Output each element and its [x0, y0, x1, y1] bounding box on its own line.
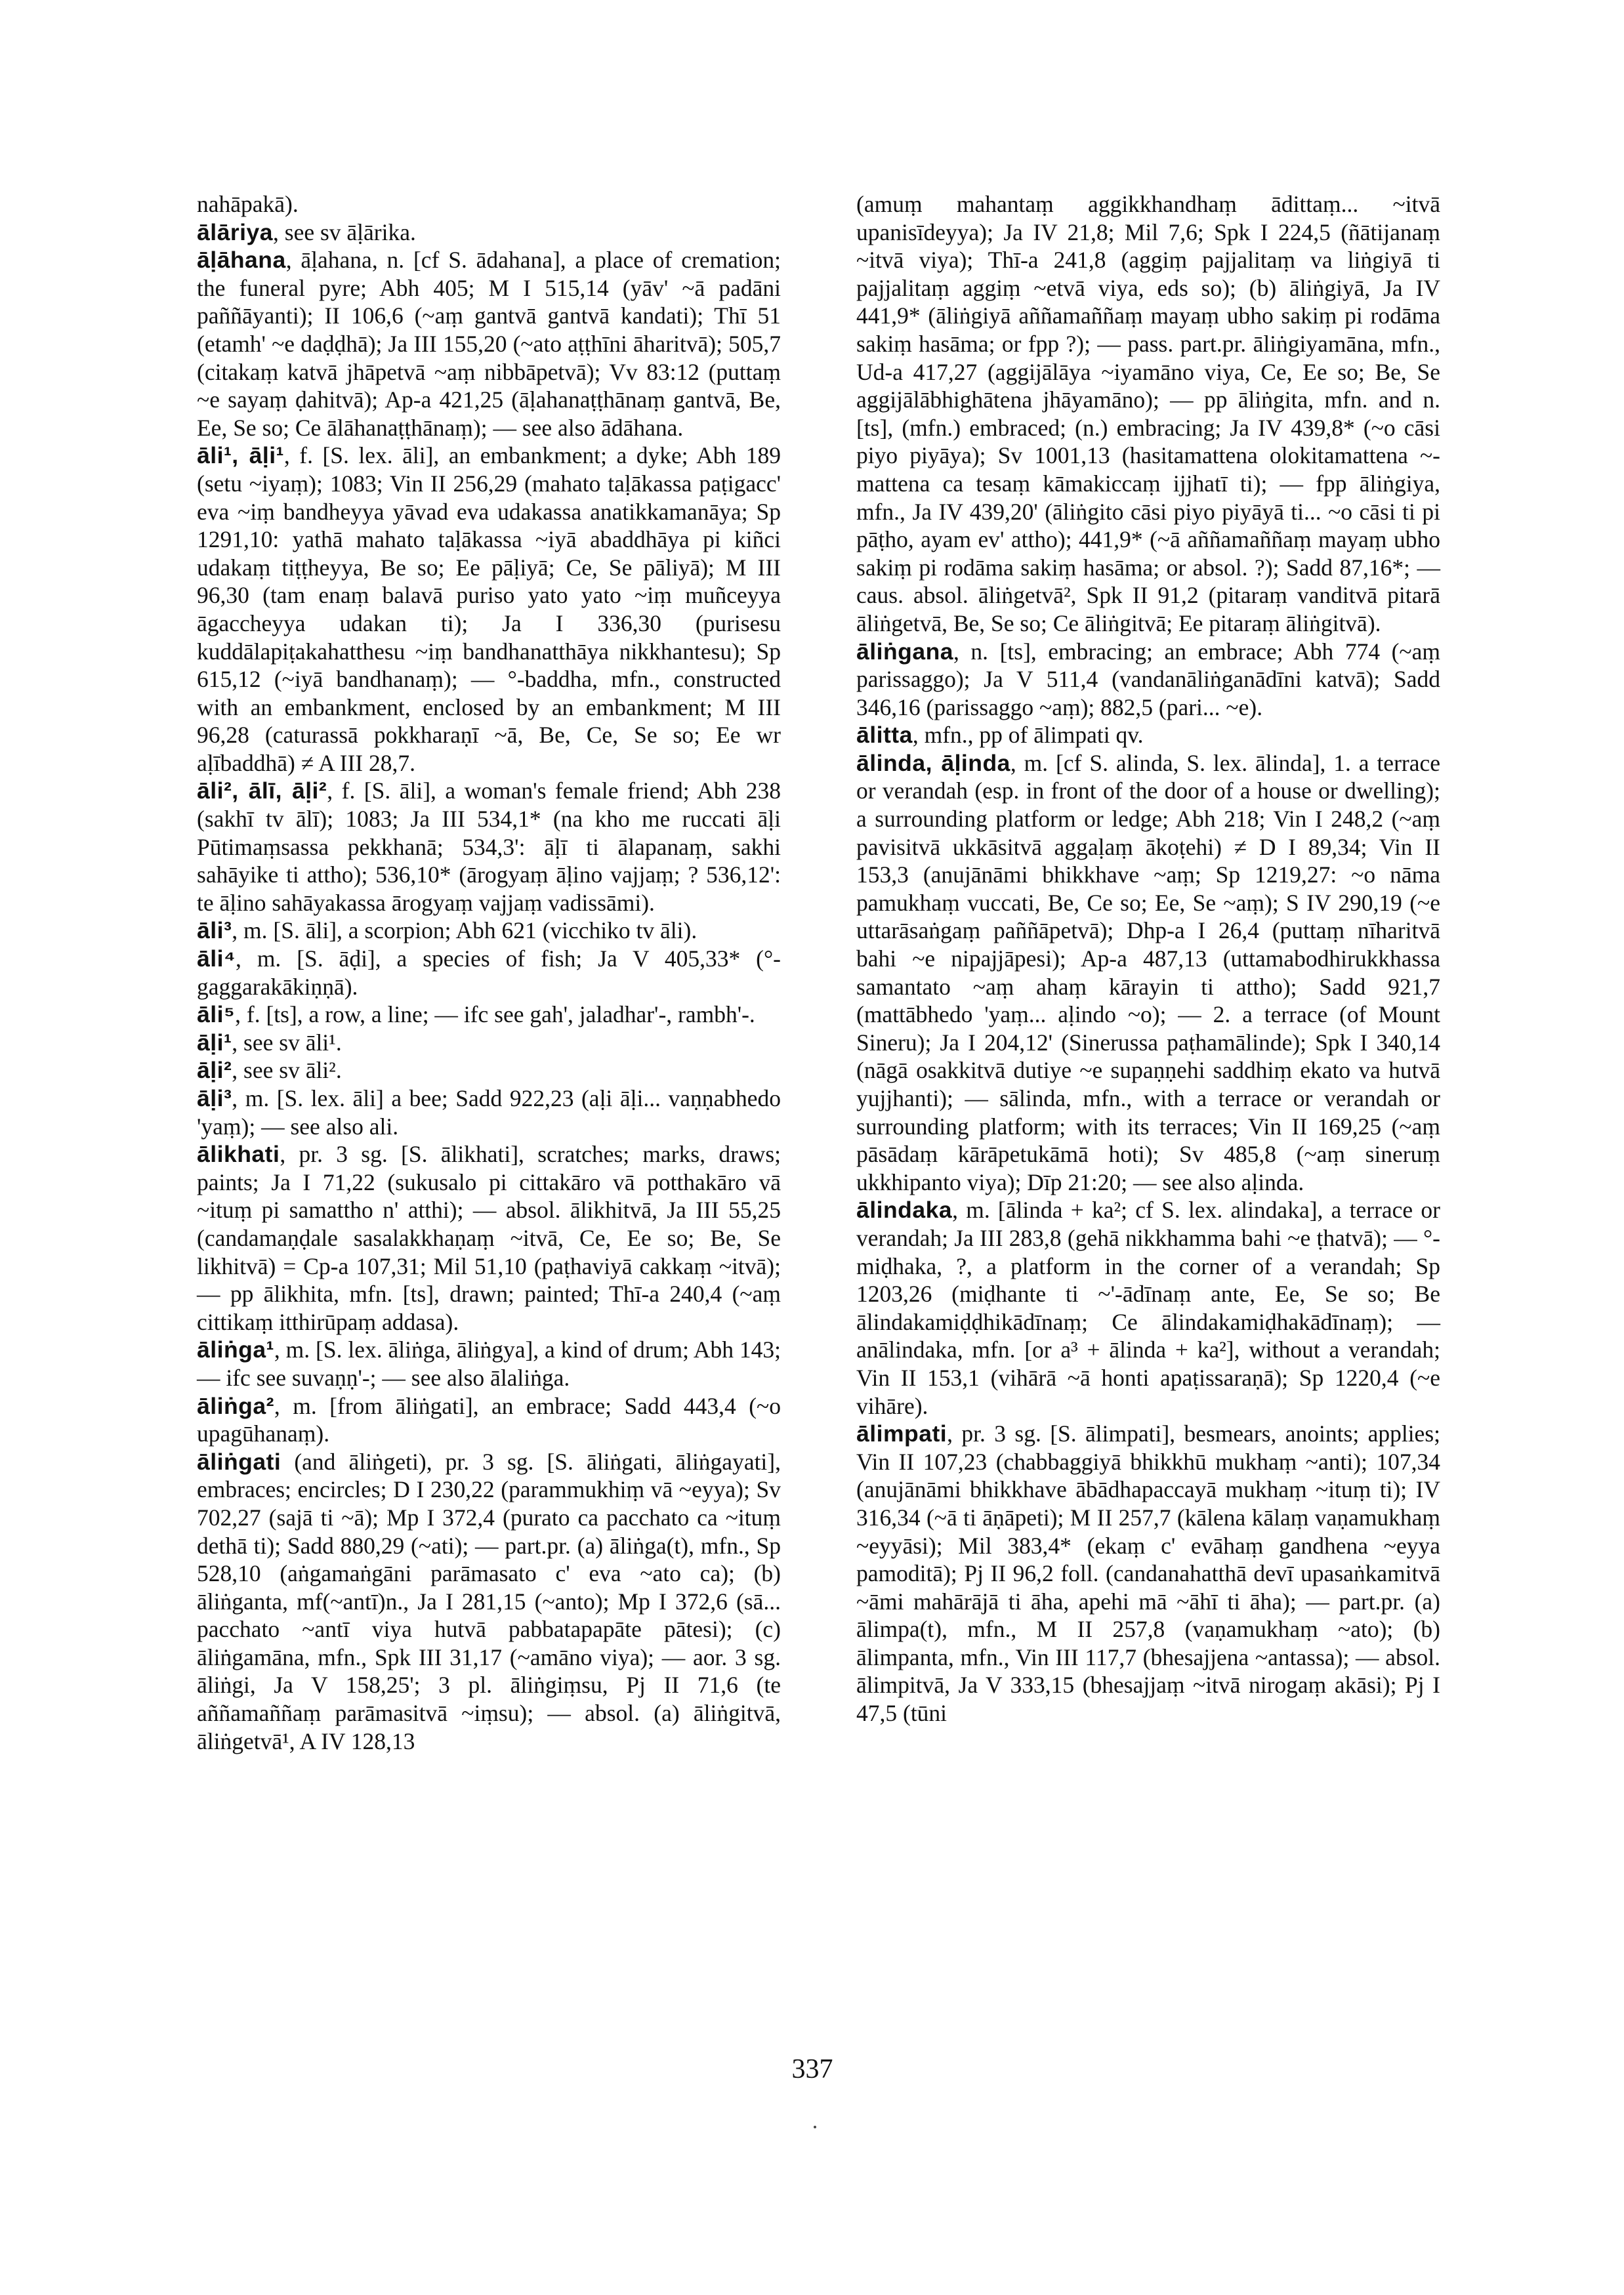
entry-headword: āliṅga¹: [197, 1336, 274, 1363]
entry-body: , āḷahana, n. [cf S. ādahana], a place of cremation; the funeral pyre; Abh 405; M I 515,14 (yāv' ~ā padāni paññāyanti); II 106,6 (~aṃ gantvā gantvā kandati); Thī 51 (etamh' ~e daḍḍhā); Ja III 155,20 (~ato aṭṭhīni āharitvā); 505,7 (citakaṃ katvā jhāpetvā ~aṃ nibbāpetvā); Vv 83:12 (puttaṃ ~e sayaṃ ḍahitvā); Ap-a 421,25 (āḷahanaṭṭhānaṃ gantvā, Be, Ee, Se so; Ce ālāhanaṭṭhānaṃ); — see also ādāhana.: [197, 247, 781, 441]
dictionary-entry: [197, 1448, 781, 1756]
entry-body: , m. [from āliṅgati], an embrace; Sadd 443,4 (~o upagūhanaṃ).: [197, 1392, 781, 1447]
entry-headword: ālinda, āḷinda: [856, 749, 1010, 776]
entry-headword: āḷāhana: [197, 247, 286, 274]
entry-body: , m. [S. lex. āli] a bee; Sadd 922,23 (aḷi āḷi... vaṇṇabhedo 'yaṃ); — see also ali.: [197, 1085, 781, 1140]
entry-headword: ālindaka: [856, 1197, 953, 1224]
dictionary-entry: [856, 721, 1440, 749]
entry-body: , f. [S. āli], a woman's female friend; Abh 238 (sakhī tv ālī); 1083; Ja III 534,1* (na kho me ruccati āḷi Pūtimaṃsassa pekkhanā; 534,3': āḷī ti ālapanaṃ, sakhi sahāyike ti attho); 536,10* (ārogyaṃ āḷino vajjaṃ; ? 536,12': te āḷino sahāyakassa ārogyaṃ vajjaṃ vadissāmi).: [197, 777, 781, 916]
entry-body: , pr. 3 sg. [S. ālikhati], scratches; marks, draws; paints; Ja I 71,22 (sukusalo pi cittakāro vā potthakāro vā ~ituṃ pi samattho n' atthi); — absol. ālikhitvā, Ja III 55,25 (candamaṇḍale sasalakkhaṇaṃ ~itvā, Ce, Ee so; Be, Se likhitvā) = Cp-a 107,31; Mil 51,10 (paṭhaviyā cakkaṃ ~itvā); — pp ālikhita, mfn. [ts], drawn; painted; Thī-a 240,4 (~aṃ cittikaṃ itthirūpaṃ addasa).: [197, 1141, 781, 1335]
entry-body: (amuṃ mahantaṃ aggikkhandhaṃ ādittaṃ... ~itvā upanisīdeyya); Ja IV 21,8; Mil 7,6; Spk I 224,5 (ñātijanaṃ ~itvā viya); Thī-a 241,8 (aggiṃ pajjalitaṃ va liṅgiyā ti pajjalitaṃ aggiṃ ~etvā viya, eds so); (b) āliṅgiyā, Ja IV 441,9* (āliṅgiyā aññamaññaṃ mayaṃ ubho sakiṃ pi rodāma sakiṃ hasāma; or fpp ?); — pass. part.pr. āliṅgiyamāna, mfn., Ud-a 417,27 (aggijālāya ~iyamāno viya, Ce, Ee so; Be, Se aggijālābhighātena jhāyamāno); — pp āliṅgita, mfn. and n. [ts], (mfn.) embraced; (n.) embracing; Ja IV 439,8* (~o cāsi piyo piyāya); Sv 1001,13 (hasitamattena olokitamattena ~-mattena ca tesaṃ kāmakiccaṃ ijjhatī ti); — fpp āliṅgiya, mfn., Ja IV 439,20' (āliṅgito cāsi piyo piyāyā ti... ~o cāsi ti pi pāṭho, ayam ev' attho); 441,9* (~ā aññamaññaṃ mayaṃ ubho sakiṃ pi rodāma sakiṃ hasāma; or absol. ?); Sadd 87,16*; — caus. absol. āliṅgetvā², Spk II 91,2 (pitaraṃ vanditvā pitarā āliṅgetvā, Be, Se so; Ce āliṅgitvā; Ee pitaraṃ āliṅgitvā).: [856, 191, 1440, 636]
entry-headword: āli⁴: [197, 945, 236, 972]
dictionary-entry: [856, 638, 1440, 722]
entry-body: , see sv āli².: [232, 1057, 342, 1084]
entry-headword: āliṅgana: [856, 638, 954, 665]
page-mark: [814, 2126, 816, 2128]
entry-body: , m. [ālinda + ka²; cf S. lex. alindaka], a terrace or verandah; Ja III 283,8 (gehā nikkhamma bahi ~e ṭhatvā); — °-miḍhaka, ?, a platform in the corner of a verandah; Sp 1203,26 (miḍhante ti ~'-ādīnaṃ ante, Ee, Se so; Be ālindakamiḍḍhikādīnaṃ; Ce ālindakamiḍhakādīnaṃ); — anālindaka, mfn. [or a³ + ālinda + ka²], without a verandah; Vin II 153,1 (vihārā ~ā honti apaṭissaraṇā); Sp 1220,4 (~e vihāre).: [856, 1197, 1440, 1419]
entry-headword: ālikhati: [197, 1141, 280, 1168]
dictionary-entry: [197, 777, 781, 917]
entry-body: , m. [S. āli], a scorpion; Abh 621 (vicchiko tv āli).: [232, 917, 697, 944]
dictionary-entry: [856, 1420, 1440, 1727]
entry-headword: āli³: [197, 917, 232, 944]
page-number: 337: [791, 2054, 833, 2084]
dictionary-entry: [197, 246, 781, 442]
entry-headword: āli⁵: [197, 1001, 236, 1028]
entry-body: , m. [cf S. alinda, S. lex. ālinda], 1. a terrace or verandah (esp. in front of the door of a house or dwelling); a surrounding platform or ledge; Abh 218; Vin I 248,2 (~aṃ pavisitvā ukkāsitvā aggaḷaṃ ākoṭehi) ≠ D I 89,34; Vin II 153,3 (anujānāmi bhikkhave ~aṃ; Sp 1219,27: ~o nāma pamukhaṃ vuccati, Be, Ce so; Ee, Se ~aṃ); S IV 290,19 (~e uttarāsaṅgaṃ paññāpetvā); Dhp-a I 26,4 (puttaṃ nīharitvā bahi ~e nipajjāpesi); Ap-a 487,13 (uttamabodhirukkhassa samantato ~aṃ ahaṃ kārayin ti attho); Sadd 921,7 (mattābhedo 'yaṃ... aḷindo ~o); — 2. a terrace (of Mount Sineru); Ja I 204,12' (Sinerussa paṭhamālinde); Spk I 340,14 (nāgā osakkitvā dutiye ~e supaṇṇehi saddhiṃ ekato va hutvā yujjhanti); — sālinda, mfn., with a terrace or verandah or surrounding platform; with its terraces; Vin II 169,25 (~aṃ pāsādaṃ kārāpetukāmā hoti); Sv 485,8 (~aṃ sineruṃ ukkhipanto viya); Dīp 21:20; — see also aḷinda.: [856, 749, 1440, 1195]
dictionary-entry: [197, 1392, 781, 1448]
entry-headword: āli², ālī, āḷi²: [197, 777, 327, 804]
entry-headword: āliṅgati: [197, 1448, 281, 1475]
entry-body: , f. [S. lex. āli], an embankment; a dyke; Abh 189 (setu ~iyaṃ); 1083; Vin II 256,29 (mahato taḷākassa paṭigacc' eva ~iṃ bandheyya yāvad eva udakassa anatikkamanāya; Sp 1291,10: yathā mahato taḷākassa ~iyā abaddhāya pi kiñci udakaṃ tiṭṭheyya, Be so; Ee pāḷiyā; Ce, Se pāliyā); M III 96,30 (tam enaṃ balavā puriso yato yato ~iṃ muñceyya āgaccheyya udakan ti); Ja I 336,30 (purisesu kuddālapiṭakahatthesu ~iṃ bandhanatthāya nikkhantesu); Sp 615,12 (~iyā bandhanaṃ); — °-baddha, mfn., constructed with an embankment, enclosed by an embankment; M III 96,28 (caturassā pokkharaṇī ~ā, Be, Ce, Se so; Ee wr aḷībaddhā) ≠ A III 28,7.: [197, 442, 781, 776]
dictionary-entry: [197, 190, 781, 218]
dictionary-entry: [856, 190, 1440, 638]
dictionary-entry: [197, 1085, 781, 1140]
dictionary-entry: [197, 218, 781, 247]
dictionary-entry: [197, 1001, 781, 1029]
entry-headword: ālimpati: [856, 1420, 947, 1447]
entry-headword: āli¹, āḷi¹: [197, 442, 284, 469]
entry-headword: āḷi³: [197, 1085, 232, 1111]
entry-body: nahāpakā).: [197, 191, 299, 217]
entry-headword: ālāriya: [197, 218, 274, 245]
right-column: [856, 190, 1440, 1727]
dictionary-entry: [856, 1196, 1440, 1420]
entry-headword: ālitta: [856, 722, 913, 749]
dictionary-entry: [197, 917, 781, 945]
entry-body: , n. [ts], embracing; an embrace; Abh 774 (~aṃ parissaggo); Ja V 511,4 (vandanāliṅganādīni katvā); Sadd 346,16 (parissaggo ~aṃ); 882,5 (pari... ~e).: [856, 638, 1440, 720]
entry-headword: āḷi¹: [197, 1029, 232, 1056]
entry-body: , mfn., pp of ālimpati qv.: [912, 722, 1144, 749]
entry-body: , f. [ts], a row, a line; — ifc see gah', jaladhar'-, rambh'-.: [235, 1001, 755, 1028]
dictionary-entry: [197, 945, 781, 1001]
dictionary-entry: [856, 749, 1440, 1197]
entry-body: , m. [S. āḍi], a species of fish; Ja V 405,33* (°-gaggarakākiṇṇā).: [197, 945, 781, 1000]
entry-headword: āliṅga²: [197, 1392, 274, 1419]
entry-body: , see sv āli¹.: [232, 1029, 342, 1056]
dictionary-entry: [197, 1029, 781, 1057]
entry-body: , pr. 3 sg. [S. ālimpati], besmears, anoints; applies; Vin II 107,23 (chabbaggiyā bhikkhū mukhaṃ ~anti); 107,34 (anujānāmi bhikkhave ābādhapaccayā mukhaṃ ~ituṃ ti); IV 316,34 (~ā ti āṇāpeti); M II 257,7 (kālena kālaṃ vaṇamukhaṃ ~eyyāsi); Mil 383,4* (ekaṃ c' evāhaṃ gandhena ~eyya pamoditā); Pj II 96,2 foll. (candanahatthā devī upasaṅkamitvā ~āmi mahārājā ti āha, apehi mā ~āhī ti āha); — part.pr. (a) ālimpa(t), mfn., M II 257,8 (vaṇamukhaṃ ~ato); (b) ālimpanta, mfn., Vin III 117,7 (bhesajjena ~antassa); — absol. ālimpitvā, Ja V 333,15 (bhesajjaṃ ~itvā nirogaṃ akāsi); Pj I 47,5 (tūni: [856, 1420, 1440, 1727]
entry-headword: āḷi²: [197, 1057, 232, 1084]
dictionary-entry: [197, 1140, 781, 1336]
entry-body: (and āliṅgeti), pr. 3 sg. [S. āliṅgati, āliṅgayati], embraces; encircles; D I 230,22 (parammukhiṃ vā ~eyya); Sv 702,27 (sajā ti ~ā); Mp I 372,4 (purato ca pacchato ca ~ituṃ dethā ti); Sadd 880,29 (~ati); — part.pr. (a) āliṅga(t), mfn., Sp 528,10 (aṅgamaṅgāni parāmasato c' eva ~ato ca); (b) āliṅganta, mf(~antī)n., Ja I 281,15 (~anto); Mp I 372,6 (sā... pacchato ~antī viya hutvā pabbatapapāte pātesi); (c) āliṅgamāna, mfn., Spk III 31,17 (~amāno viya); — aor. 3 sg. āliṅgi, Ja V 158,25'; 3 pl. āliṅgiṃsu, Pj II 71,6 (te aññamaññaṃ parāmasitvā ~iṃsu); — absol. (a) āliṅgitvā, āliṅgetvā¹, A IV 128,13: [197, 1448, 781, 1754]
dictionary-entry: [197, 1056, 781, 1085]
dictionary-entry: [197, 1336, 781, 1392]
left-column: [197, 190, 781, 1755]
entry-body: , see sv āḷārika.: [273, 218, 416, 245]
entry-body: , m. [S. lex. āliṅga, āliṅgya], a kind of drum; Abh 143; — ifc see suvaṇṇ'-; — see also ālaliṅga.: [197, 1336, 781, 1391]
dictionary-entry: [197, 442, 781, 777]
